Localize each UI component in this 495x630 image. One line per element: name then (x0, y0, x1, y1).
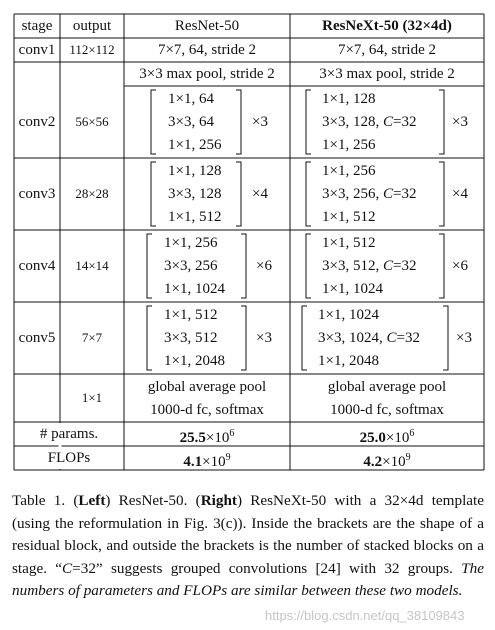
resnext-bracket-left (306, 162, 311, 226)
resnet-block-line: 1×1, 256 (168, 137, 222, 153)
resnext-bracket-right (439, 90, 444, 154)
resnext-bracket-right (443, 306, 448, 370)
row-stage: conv1 (18, 42, 56, 58)
row-output: 7×7 (81, 330, 103, 345)
resnet-block-line: 3×3, 128 (168, 186, 222, 202)
header-resnet: ResNet-50 (174, 18, 240, 34)
resnext-block-line: 1×1, 256 (322, 163, 376, 179)
resnext-bracket-right (439, 162, 444, 226)
caption-left: Left (78, 492, 106, 509)
resnet-bracket-left (151, 90, 156, 154)
resnext-block-line: 1×1, 2048 (318, 353, 379, 369)
row-stage: conv2 (18, 114, 56, 130)
resnet-block-line: 1×1, 512 (168, 209, 222, 225)
resnext-pool-cell: 3×3 max pool, stride 2 (319, 66, 455, 82)
resnet-block-line: 1×1, 64 (168, 91, 214, 107)
resnext-block-line: 1×1, 1024 (322, 281, 383, 297)
resnext-bracket-left (302, 306, 307, 370)
params-label: # params. (39, 426, 99, 442)
resnet-cell: 1000-d fc, softmax (150, 402, 264, 418)
row-stage: conv3 (18, 186, 56, 202)
row-stage: conv5 (18, 330, 56, 346)
resnet-bracket-right (236, 162, 241, 226)
resnext-multiplier: ×3 (452, 114, 468, 130)
resnet-bracket-right (241, 234, 246, 298)
row-output: 14×14 (75, 258, 109, 273)
resnext-cell: 7×7, 64, stride 2 (337, 42, 437, 58)
table-caption (12, 490, 484, 603)
resnet-cell: global average pool (147, 379, 267, 395)
caption-mid1: ) ResNet-50. ( (105, 492, 201, 509)
params-resnext: $25.0\times 10^6$ (359, 428, 415, 446)
resnet-cell: 7×7, 64, stride 2 (157, 42, 257, 58)
watermark: https://blog.csdn.net/qq_38109843 (265, 608, 465, 623)
resnet-block-line: 1×1, 512 (164, 307, 218, 323)
resnext-cell: global average pool (327, 379, 447, 395)
resnext-block-line: 3×3, 1024, C=32 (318, 330, 420, 346)
resnet-multiplier: ×3 (256, 330, 272, 346)
resnext-block-line: 1×1, 512 (322, 209, 376, 225)
resnet-block-line: 1×1, 128 (168, 163, 222, 179)
flops-label: FLOPs (47, 450, 91, 466)
resnext-block-line: 1×1, 512 (322, 235, 376, 251)
row-output: 28×28 (75, 186, 109, 201)
resnet-block-line: 1×1, 256 (164, 235, 218, 251)
resnet-bracket-left (151, 162, 156, 226)
resnet-bracket-right (241, 306, 246, 370)
caption-prefix: Table 1. ( (12, 492, 79, 509)
resnext-block-line: 1×1, 1024 (318, 307, 379, 323)
resnext-bracket-left (306, 234, 311, 298)
resnext-block-line: 1×1, 128 (322, 91, 376, 107)
resnext-block-line: 3×3, 128, C=32 (322, 114, 417, 130)
header-stage: stage (21, 18, 53, 34)
row-output: 1×1 (81, 390, 103, 405)
row-output: 56×56 (75, 114, 109, 129)
resnet-pool-cell: 3×3 max pool, stride 2 (139, 66, 275, 82)
flops-resnext: $4.2\times 10^9$ (363, 452, 411, 470)
resnet-multiplier: ×4 (252, 186, 268, 202)
resnet-bracket-left (147, 234, 152, 298)
resnext-block-line: 3×3, 256, C=32 (322, 186, 417, 202)
resnet-block-line: 1×1, 2048 (164, 353, 225, 369)
resnext-multiplier: ×3 (456, 330, 472, 346)
resnet-block-line: 3×3, 512 (164, 330, 218, 346)
caption-c-symbol: C (62, 559, 73, 577)
resnext-block-line: 1×1, 256 (322, 137, 376, 153)
caption-right: Right (200, 492, 237, 509)
flops-resnet: $4.1\times 10^9$ (183, 452, 231, 470)
row-stage: conv4 (18, 258, 56, 274)
header-output: output (72, 18, 112, 34)
resnet-multiplier: ×3 (252, 114, 268, 130)
resnet-block-line: 1×1, 1024 (164, 281, 225, 297)
resnet-bracket-right (236, 90, 241, 154)
resnext-cell: 1000-d fc, softmax (330, 402, 444, 418)
resnext-multiplier: ×4 (452, 186, 468, 202)
caption-mid2: ) ResNeXt-50 with a 32×4d template (using the reformulation in Fig. 3(c)). Inside the brackets are the shape of a residual block, and outside the brackets is the number of stacked blocks on a stage. “ (12, 492, 484, 577)
resnext-bracket-left (306, 90, 311, 154)
row-output: 112×112 (69, 42, 115, 57)
resnet-block-line: 3×3, 64 (168, 114, 214, 130)
params-resnet: $25.5\times 10^6$ (179, 428, 235, 446)
resnet-bracket-left (147, 306, 152, 370)
resnet-block-line: 3×3, 256 (164, 258, 218, 274)
header-resnext: ResNeXt-50 (32×4d) (322, 18, 452, 34)
resnext-bracket-right (439, 234, 444, 298)
resnext-multiplier: ×6 (452, 258, 468, 274)
resnet-multiplier: ×6 (256, 258, 272, 274)
resnext-block-line: 3×3, 512, C=32 (322, 258, 417, 274)
caption-italic-tail: The numbers of parameters and FLOPs are similar between these two models. (12, 559, 484, 599)
caption-mid3: =32” suggests grouped convolutions [24] with 32 groups. (72, 559, 462, 577)
